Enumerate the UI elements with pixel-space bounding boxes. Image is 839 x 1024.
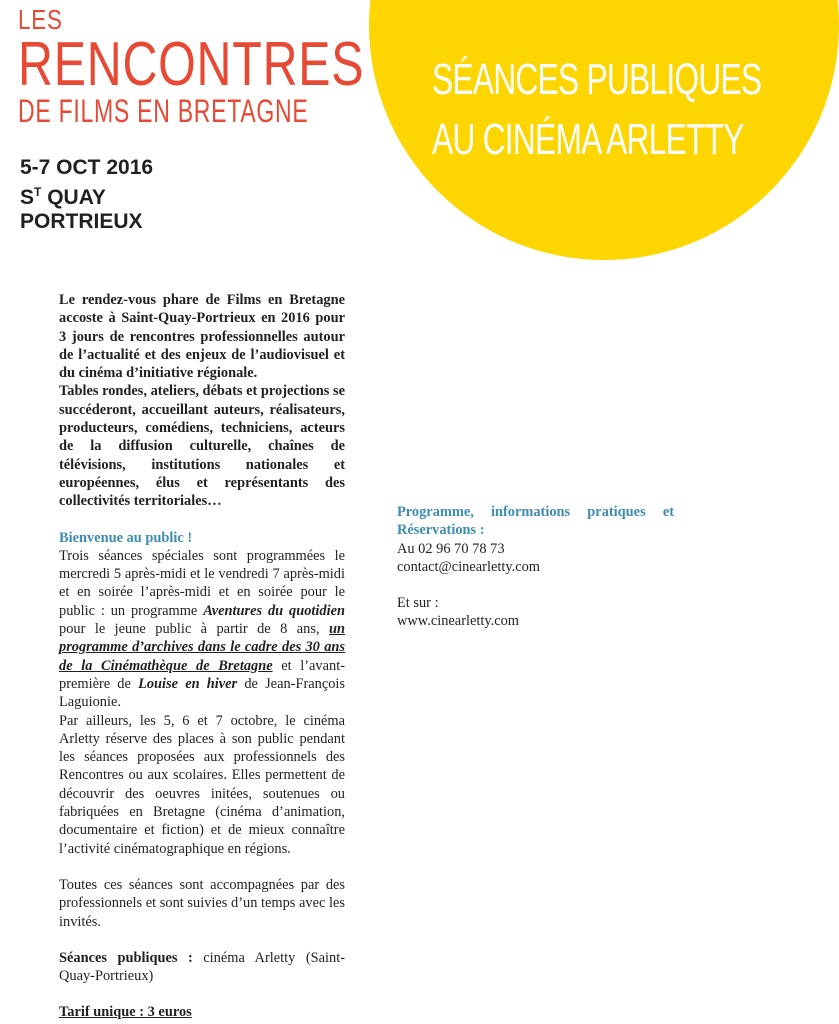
logo-rencontres: RENCONTRES: [18, 30, 365, 99]
event-place-portrieux: PORTRIEUX: [20, 210, 143, 233]
contact-email[interactable]: contact@cinearletty.com: [397, 558, 540, 575]
welcome-title: Bienvenue au public !: [59, 529, 193, 546]
contact-also-label: Et sur :: [397, 595, 439, 612]
accompanied-paragraph: Toutes ces séances sont accompagnées par des professionnels et sont suivies d’un temps avec les invités.: [59, 876, 345, 930]
intro-paragraph: Le rendez-vous phare de Films en Bretagne accoste à Saint-Quay-Portrieux en 2016 pour 3 jours de rencontres professionnelles autour de l’actualité et des enjeux de l’audiovisuel et du cinéma d’initiative régionale.: [59, 292, 345, 382]
logo-les: LES: [18, 4, 63, 35]
contact-column: [397, 503, 674, 631]
intro-paragraph-2: Tables rondes, ateliers, débats et projections se succéderont, accueillant auteurs, réalisateurs, producteurs, comédiens, techniciens, acteurs de la diffusion culturelle, chaînes de télévisions, institutions nationales et européennes, élus et représentants des collectivités territoriales…: [59, 383, 345, 510]
welcome-paragraph: Trois séances spéciales sont programmées le mercredi 5 après-midi et le vendredi 7 après-midi et en soirée l’après-midi et en soirée pour le public : un programme Aventures du quotidien pour le jeune public à partir de 8 ans, un programme d’archives dans le cadre des 30 ans de la Cinémathèque de Bretagne et l’avant-première de Louise en hiver de Jean-François Laguionie.: [59, 547, 346, 711]
contact-phone: Au 02 96 70 78 73: [397, 540, 505, 557]
arletty-paragraph: Par ailleurs, les 5, 6 et 7 octobre, le cinéma Arletty réserve des places à son public pendant les séances proposées aux professionnels des Rencontres ou aux scolaires. Elles permettent de découvrir des oeuvres initées, soutenues ou fabriquées en Bretagne (cinéma d’animation, documentaire et fiction) et de mieux connaître l’activité cinématographique en régions.: [59, 712, 345, 857]
event-place-line: $S^T$ QUAY: [20, 185, 106, 209]
venue-line: Séances publiques : cinéma Arletty (Saint-Quay-Portrieux): [59, 949, 345, 985]
event-dates-location: [20, 156, 153, 234]
logo-subtitle: DE FILMS EN BRETAGNE: [18, 93, 309, 129]
badge-line-1: SÉANCES PUBLIQUES: [432, 55, 762, 104]
price-line: Tarif unique : 3 euros: [59, 1004, 192, 1021]
badge-line-2: AU CINÉMA ARLETTY: [432, 115, 744, 164]
festival-logo: [18, 4, 462, 129]
contact-title: Programme, informations pratiques et Réservations :: [397, 504, 674, 539]
contact-website-link[interactable]: www.cinearletty.com: [397, 613, 520, 630]
main-text-column: [59, 291, 345, 1022]
public-screenings-heading: [432, 50, 762, 170]
event-dates: 5-7 OCT 2016: [20, 156, 154, 179]
